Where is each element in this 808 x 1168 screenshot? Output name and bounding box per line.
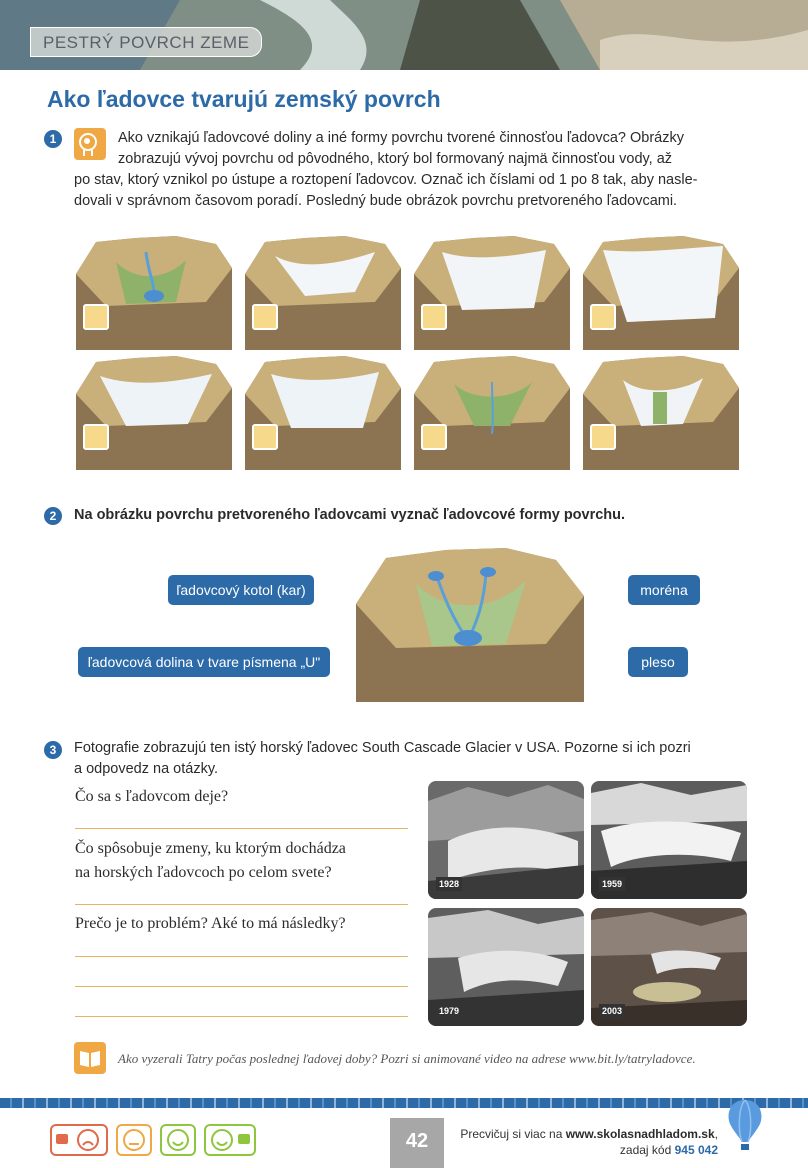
order-answer-box-2[interactable] — [252, 304, 278, 330]
glacier-photo-2003 — [591, 908, 747, 1026]
order-answer-box-4[interactable] — [590, 304, 616, 330]
photo-year-1959: 1959 — [599, 877, 625, 891]
section-tab-label: PESTRÝ POVRCH ZEME — [43, 33, 250, 52]
order-answer-box-5[interactable] — [83, 424, 109, 450]
answer-line-5[interactable] — [75, 1016, 408, 1017]
think-icon — [74, 128, 106, 160]
rating-sad-icon[interactable] — [116, 1124, 152, 1156]
task2-text: Na obrázku povrchu pretvoreného ľadovcami vyznač ľadovcové formy povrchu. — [74, 507, 626, 523]
footer-site-link[interactable]: www.skolasnadhladom.sk — [565, 1127, 715, 1141]
landscape-diagram-8 — [583, 352, 739, 470]
photo-year-1928: 1928 — [436, 877, 462, 891]
glacier-photo-1979 — [428, 908, 584, 1026]
landscape-diagram-7 — [414, 352, 570, 470]
order-answer-box-7[interactable] — [421, 424, 447, 450]
section-tab — [30, 27, 262, 57]
footer-line1-suffix: , — [714, 1127, 718, 1141]
photo-year-1979: 1979 — [436, 1004, 462, 1018]
task1-line-4: dovali v správnom časovom poradí. Posledný bude obrázok povrchu pretvoreného ľadovcami. — [74, 193, 678, 209]
order-answer-box-1[interactable] — [83, 304, 109, 330]
question-1: Čo sa s ľadovcom deje? — [75, 788, 229, 805]
page-number: 42 — [390, 1118, 444, 1168]
answer-line-3[interactable] — [75, 956, 408, 957]
glacier-photo-1928 — [428, 781, 584, 899]
answer-line-2[interactable] — [75, 904, 408, 905]
task1-line-1: Ako vznikajú ľadovcové doliny a iné formy povrchu tvorené činnosťou ľadovca? Obrázky — [118, 130, 684, 146]
label-tarn[interactable]: pleso — [628, 647, 688, 677]
glacier-photo-1959 — [591, 781, 747, 899]
rating-thumbs-down-sad-icon[interactable] — [50, 1124, 108, 1156]
question-2-line-2: na horských ľadovcoch po celom svete? — [75, 864, 332, 881]
landscape-diagram-6 — [245, 352, 401, 470]
task1-line-3: po stav, ktorý vznikol po ústupe a roztopení ľadovcov. Označ ich číslami od 1 po 8 tak, aby nasle- — [74, 172, 698, 188]
task-number-2: 2 — [44, 507, 62, 525]
footer-promo — [460, 1126, 718, 1158]
answer-line-1[interactable] — [75, 828, 408, 829]
tip-text: Ako vyzerali Tatry počas poslednej ľadovej doby? Pozri si animované video na adrese www.bit.ly/tatryladovce. — [118, 1051, 696, 1066]
footer-line1-prefix: Precvičuj si viac na — [460, 1127, 566, 1141]
footer-line2-prefix: zadaj kód — [619, 1143, 675, 1157]
order-answer-box-8[interactable] — [590, 424, 616, 450]
question-3: Prečo je to problém? Aké to má následky? — [75, 915, 346, 932]
footer-code: 945 042 — [674, 1143, 718, 1157]
label-u-valley[interactable]: ľadovcová dolina v tvare písmena „U" — [78, 647, 330, 677]
landscape-diagram-3 — [414, 232, 570, 350]
question-2-line-1: Čo spôsobuje zmeny, ku ktorým dochádza — [75, 840, 346, 857]
rating-thumbs-up-happy-icon[interactable] — [204, 1124, 256, 1156]
header-banner — [0, 0, 808, 70]
page-title: Ako ľadovce tvarujú zemský povrch — [47, 86, 441, 112]
order-answer-box-3[interactable] — [421, 304, 447, 330]
task-number-1: 1 — [44, 130, 62, 148]
book-icon — [74, 1042, 106, 1074]
landscape-diagram-5 — [76, 352, 232, 470]
photo-year-2003: 2003 — [599, 1004, 625, 1018]
rating-happy-icon[interactable] — [160, 1124, 196, 1156]
task1-line-2: zobrazujú vývoj povrchu od pôvodného, ktorý bol formovaný najmä činnosťou vody, až — [118, 151, 673, 167]
order-answer-box-6[interactable] — [252, 424, 278, 450]
landscape-diagram-4 — [583, 232, 739, 350]
footer-band — [0, 1098, 808, 1108]
balloon-logo-icon — [724, 1098, 766, 1152]
task-number-3: 3 — [44, 741, 62, 759]
label-cirque[interactable]: ľadovcový kotol (kar) — [168, 575, 314, 605]
landscape-diagram-1 — [76, 232, 232, 350]
task3-line-2: a odpovedz na otázky. — [74, 761, 219, 777]
label-moraine[interactable]: moréna — [628, 575, 700, 605]
answer-line-4[interactable] — [75, 986, 408, 987]
glacial-landforms-diagram — [356, 544, 584, 702]
landscape-diagram-2 — [245, 232, 401, 350]
task3-line-1: Fotografie zobrazujú ten istý horský ľadovec South Cascade Glacier v USA. Pozorne si ich pozri — [74, 740, 691, 756]
